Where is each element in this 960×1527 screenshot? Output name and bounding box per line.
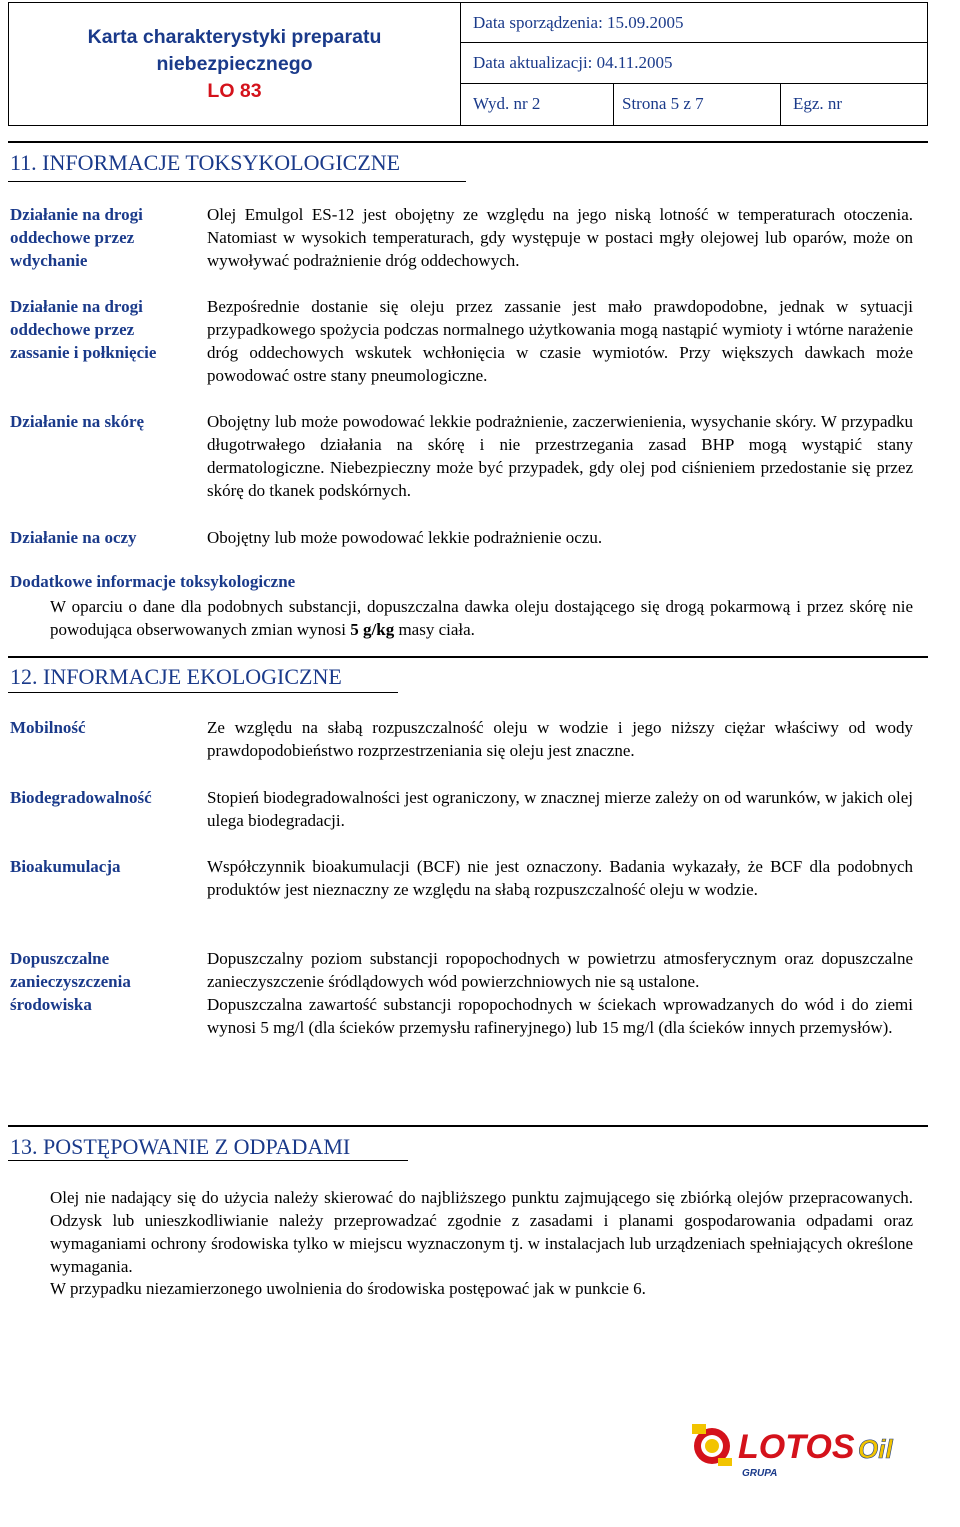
header-product-code: LO 83 [207,79,262,102]
eco-label-mobility: Mobilność [10,718,86,737]
tox-extra-text [50,595,913,641]
tox-text-ingestion: Bezpośrednie dostanie się oleju przez zassanie jest mało prawdopodobne, jednak w sytuacji przypadkowego spożycia podczas normalnego użytkowania mogą nastąpić wymioty i wtórne narażenie dróg oddechowych wskutek wchłonięcia w czasie wymiotów. Przy większych dawkach może powodować ostre stany pneumologiczne. [207,297,913,385]
eco-text-limits [207,947,913,1039]
document-header [8,2,928,126]
eco-text-biodegradability: Stopień biodegradowalności jest ograniczony, w znacznej mierze zależy on od warunków, w jakich olej ulega biodegradacji. [207,788,913,830]
tox-text-skin: Obojętny lub może powodować lekkie podrażnienie, zaczerwienienia, wysychanie skóry. W przypadku długotrwałego działania na skórę i nie przestrzegania zasad BHP mogą wystąpić stany dermatologiczne. Niebezpieczny może być przypadek, gdy olej pod ciśnieniem przedostanie się przez skórę do tkanek podskórnych. [207,412,913,500]
tox-extra-text-part1: W oparciu o dane dla podobnych substancji, dopuszczalna dawka oleju dostającego się drogą pokarmową i przez skórę nie powodująca obserwowanych zmian wynosi [50,597,913,639]
section-11-title: 11. INFORMACJE TOKSYKOLOGICZNE [10,150,401,175]
tox-extra-heading: Dodatkowe informacje toksykologiczne [10,572,296,591]
header-title-line1: Karta charakterystyki preparatu [87,25,382,48]
section-divider [8,141,928,143]
tox-extra-dose: 5 g/kg [350,620,395,639]
section-divider [8,656,928,658]
lotos-logo [690,1410,905,1485]
header-date-created: Data sporządzenia: 15.09.2005 [461,3,927,43]
section-11-underline [8,181,466,182]
header-page-number: Strona 5 z 7 [614,84,781,125]
lotos-flame-icon [692,1424,732,1466]
section-13-underline [8,1160,408,1161]
tox-text-eyes: Obojętny lub może powodować lekkie podrażnienie oczu. [207,528,603,547]
section-divider [8,1125,928,1127]
section-12-title: 12. INFORMACJE EKOLOGICZNE [10,664,342,689]
tox-label-skin: Działanie na skórę [10,412,145,431]
lotos-wordmark: LOTOS [738,1428,855,1466]
eco-label-limits: Dopuszczalne zanieczyszczenia środowiska [10,949,131,1014]
eco-label-bioaccumulation: Bioakumulacja [10,857,121,876]
header-title-line2: niebezpiecznego [156,52,313,75]
eco-label-biodegradability: Biodegradowalność [10,788,152,807]
header-date-updated: Data aktualizacji: 04.11.2005 [461,43,927,83]
tox-label-inhalation: Działanie na drogi oddechowe przez wdychanie [10,205,143,270]
header-copy-number: Egz. nr [793,94,843,114]
tox-text-inhalation: Olej Emulgol ES-12 jest obojętny ze względu na jego niską lotność w temperaturach otoczenia. Natomiast w wysokich temperaturach, gdy występuje w postaci mgły olejowej lub oparów, może on wywoływać podrażnienie dróg oddechowych. [207,205,913,270]
eco-text-mobility: Ze względu na słabą rozpuszczalność oleju w wodzie i jego niższy ciężar właściwy od wody prawdopodobieństwo rozprzestrzeniania się oleju jest znaczne. [207,718,913,760]
waste-text-1: Olej nie nadający się do użycia należy skierować do najbliższego punktu zajmującego się zbiórką olejów przepracowanych. Odzysk lub unieszkodliwianie należy przeprowadzać zgodnie z zasadami i planami gospodarowania odpadami oraz wymaganiami ochrony środowiska tylko w miejscu wyznaczonym tj. w instalacjach lub urządzeniach spełniających określone wymagania. [50,1188,913,1276]
header-edition-row [461,84,927,125]
waste-text-2: W przypadku niezamierzonego uwolnienia do środowiska postępować jak w punkcie 6. [50,1279,646,1298]
lotos-logo-graphic [690,1410,905,1485]
tox-label-eyes: Działanie na oczy [10,528,137,547]
lotos-oil-wordmark: Oil [858,1434,893,1464]
tox-extra-text-part2: masy ciała. [394,620,475,639]
header-title-block [9,3,461,125]
header-edition: Wyd. nr 2 [461,84,614,125]
header-meta-block [461,3,927,125]
section-13-title: 13. POSTĘPOWANIE Z ODPADAMI [10,1134,351,1159]
eco-text-limits-p2: Dopuszczalna zawartość substancji ropopochodnych w ściekach wprowadzanych do wód i do ziemi wynosi 5 mg/l (dla ścieków przemysłu rafineryjnego) lub 15 mg/l (dla ścieków innych przemysłów). [207,995,913,1037]
eco-text-limits-p1: Dopuszczalny poziom substancji ropopochodnych w powietrzu atmosferycznym oraz dopuszczalne zanieczyszczenie śródlądowych wód powierzchniowych nie są ustalone. [207,949,913,991]
lotos-group-label: GRUPA [742,1468,778,1479]
eco-text-bioaccumulation: Współczynnik bioakumulacji (BCF) nie jest oznaczony. Badania wykazały, że BCF dla podobnych produktów jest nieznaczny ze względu na słabą rozpuszczalność oleju w wodzie. [207,857,913,899]
tox-label-ingestion: Działanie na drogi oddechowe przez zassanie i połknięcie [10,297,157,362]
section-12-underline [8,692,398,693]
